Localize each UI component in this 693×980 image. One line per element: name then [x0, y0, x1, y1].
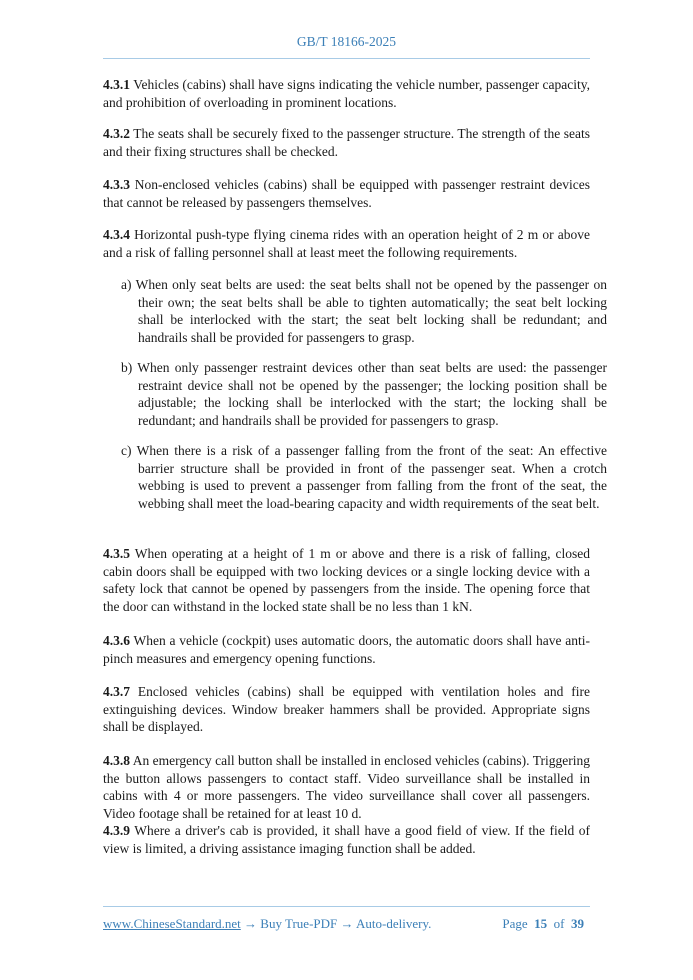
clause-number: 4.3.9 [103, 823, 130, 838]
clause-number: 4.3.1 [103, 77, 130, 92]
clause-text: Where a driver's cab is provided, it shall have a good field of view. If the field of view is limited, a driving assistance imaging function shall be added. [103, 823, 590, 856]
clause-4-3-9 [103, 822, 590, 857]
footer-divider [103, 906, 590, 907]
footer-promo [103, 916, 431, 932]
clause-text: When operating at a height of 1 m or above and there is a risk of falling, closed cabin doors shall be equipped with two locking devices or a single locking device with a safety lock that cannot be opened by passengers from the inside. The opening force that the door can withstand in the locked state shall be no less than 1 kN. [103, 546, 590, 614]
total-pages: 39 [571, 916, 584, 931]
of-label: of [553, 916, 565, 931]
page-label: Page [502, 916, 528, 931]
clause-text: Enclosed vehicles (cabins) shall be equipped with ventilation holes and fire extinguishing devices. Window breaker hammers shall be provided. Appropriate signs shall be displayed. [103, 684, 590, 735]
clause-text: Vehicles (cabins) shall have signs indicating the vehicle number, passenger capacity, and prohibition of overloading in prominent locations. [103, 77, 590, 110]
page-indicator [502, 916, 584, 932]
list-item-a: a) When only seat belts are used: the seat belts shall not be opened by the passenger on their own; the seat belts shall be able to tighten automatically; the seat belt locking shall be interlocked with the start; the seat belt locking shall be redundant; and handrails shall be provided for passengers to grasp. [121, 277, 607, 345]
clause-4-3-7 [103, 683, 590, 736]
clause-4-3-8 [103, 752, 590, 822]
clause-4-3-5 [103, 545, 590, 615]
clause-4-3-1 [103, 76, 590, 111]
document-header: GB/T 18166-2025 [296, 34, 397, 49]
clause-number: 4.3.2 [103, 126, 130, 141]
list-item-c: c) When there is a risk of a passenger falling from the front of the seat: An effective barrier structure shall be provided in front of the passenger seat. When a crotch webbing is used to prevent a passenger from falling from the front of the seat, the webbing shall meet the load-bearing capacity and width requirements of the seat belt. [121, 443, 607, 511]
list-item-b: b) When only passenger restraint devices other than seat belts are used: the passenger restraint device shall not be opened by the passenger; the locking position shall be adjustable; the locking shall be interlocked with the start; the locking shall be redundant; and handrails shall be provided for passengers to grasp. [121, 360, 607, 428]
clause-number: 4.3.6 [103, 633, 130, 648]
clause-text: The seats shall be securely fixed to the passenger structure. The strength of the seats and their fixing structures shall be checked. [103, 126, 590, 159]
clause-number: 4.3.3 [103, 177, 130, 192]
clause-4-3-4 [103, 226, 590, 261]
clause-4-3-6 [103, 632, 590, 667]
current-page: 15 [534, 916, 548, 931]
clause-number: 4.3.7 [103, 684, 130, 699]
clause-text: An emergency call button shall be installed in enclosed vehicles (cabins). Triggering the button allows passengers to contact staff. Video surveillance shall be installed in cabins with 4 or more passengers. The video surveillance shall cover all passengers. Video footage shall be retained for at least 10 d. [103, 753, 590, 821]
clause-text: Horizontal push-type flying cinema rides with an operation height of 2 m or above and a risk of falling personnel shall at least meet the following requirements. [103, 227, 590, 260]
footer-promo-text: → Buy True-PDF → Auto-delivery. [240, 916, 432, 931]
website-link[interactable]: www.ChineseStandard.net [103, 916, 241, 931]
page-footer [103, 916, 590, 932]
clause-text: Non-enclosed vehicles (cabins) shall be equipped with passenger restraint devices that cannot be released by passengers themselves. [103, 177, 590, 210]
clause-number: 4.3.8 [103, 753, 130, 768]
clause-number: 4.3.5 [103, 546, 130, 561]
clause-number: 4.3.4 [103, 227, 130, 242]
clause-text: When a vehicle (cockpit) uses automatic doors, the automatic doors shall have anti-pinch measures and emergency opening functions. [103, 633, 590, 666]
header-divider [103, 58, 590, 59]
clause-4-3-2 [103, 125, 590, 160]
clause-4-3-3 [103, 176, 590, 211]
